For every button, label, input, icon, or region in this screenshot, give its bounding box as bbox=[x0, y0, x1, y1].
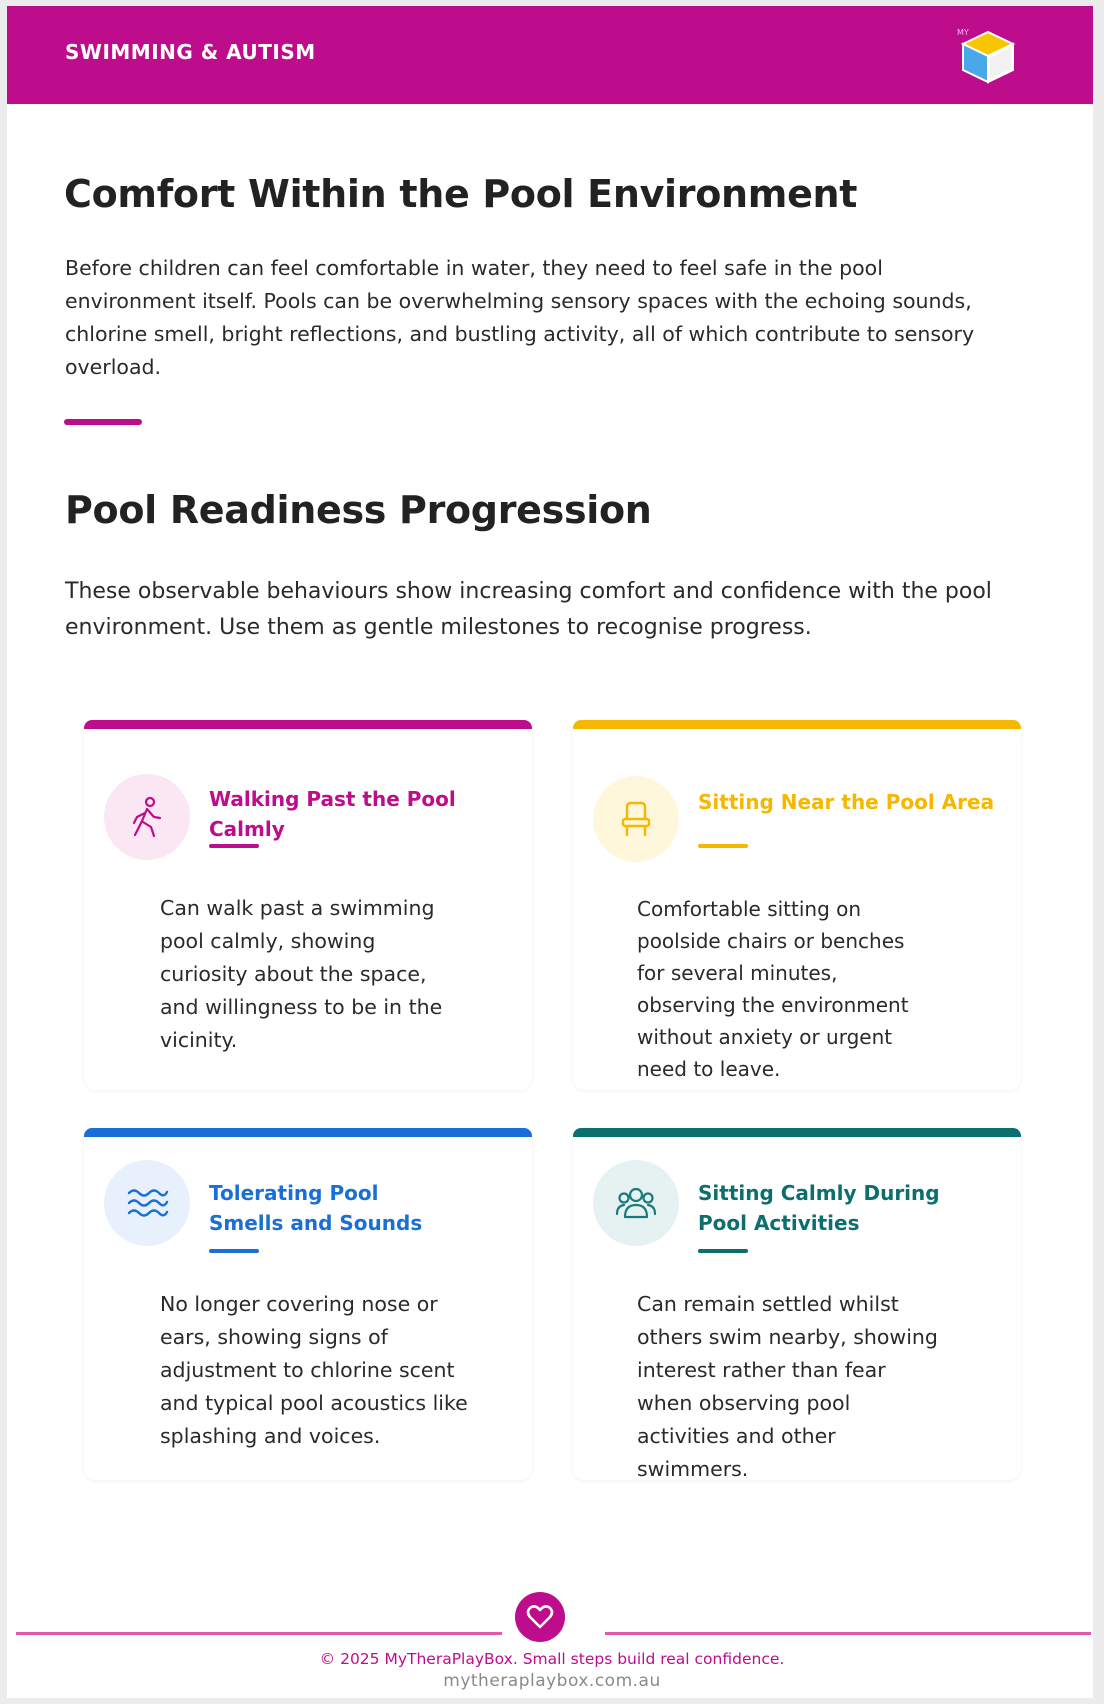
milestone-card-smells-sounds bbox=[84, 1128, 532, 1480]
card-description: Comfortable sitting on poolside chairs or benches for several minutes, observing the environment without anxiety or urgent need to leave. bbox=[637, 897, 909, 1081]
milestone-card-walking bbox=[84, 720, 532, 1090]
header-title: SWIMMING & AUTISM bbox=[65, 40, 316, 64]
section-paragraph-comfort: Before children can feel comfortable in water, they need to feel safe in the pool environment itself. Pools can be overwhelming sensory spaces with the echoing sounds, chlorine smell, bright reflections, and bustling activity, all of which contribute to sensory overload. bbox=[65, 256, 975, 379]
card-description: Can walk past a swimming pool calmly, showing curiosity about the space, and willingness to be in the vicinity. bbox=[160, 896, 443, 1052]
people-group-icon bbox=[614, 1181, 658, 1225]
card-description: No longer covering nose or ears, showing signs of adjustment to chlorine scent and typical pool acoustics like splashing and voices. bbox=[160, 1292, 468, 1448]
icon-badge bbox=[593, 776, 679, 862]
icon-badge bbox=[593, 1160, 679, 1246]
card-description: Can remain settled whilst others swim nearby, showing interest rather than fear when observing pool activities and other swimmers. bbox=[637, 1292, 938, 1481]
card-accent-bar bbox=[573, 1128, 1021, 1137]
card-accent-bar bbox=[84, 720, 532, 729]
card-accent-bar bbox=[84, 1128, 532, 1137]
card-title: Tolerating Pool Smells and Sounds bbox=[209, 1181, 423, 1235]
svg-text:MY: MY bbox=[957, 28, 969, 37]
icon-badge bbox=[104, 1160, 190, 1246]
footer-divider-right bbox=[605, 1632, 1091, 1635]
card-accent-bar bbox=[573, 720, 1021, 729]
footer-copyright: © 2025 MyTheraPlayBox. Small steps build real confidence. bbox=[319, 1650, 785, 1668]
milestone-card-pool-activities bbox=[573, 1128, 1021, 1480]
waves-icon bbox=[125, 1181, 169, 1225]
icon-badge bbox=[104, 774, 190, 860]
footer-divider-left bbox=[16, 1632, 502, 1635]
card-title-underline bbox=[698, 1249, 748, 1253]
card-title-underline bbox=[209, 1249, 259, 1253]
card-title-underline bbox=[698, 844, 748, 848]
section-divider bbox=[64, 419, 142, 425]
heart-icon bbox=[526, 1604, 554, 1630]
cube-logo-icon bbox=[957, 26, 1019, 86]
card-title: Sitting Near the Pool Area bbox=[698, 790, 995, 814]
header-banner bbox=[7, 6, 1093, 104]
card-title: Sitting Calmly During Pool Activities bbox=[698, 1181, 940, 1235]
heart-badge bbox=[515, 1592, 565, 1642]
footer-website[interactable]: mytheraplaybox.com.au bbox=[443, 1671, 661, 1691]
section-paragraph-progression: These observable behaviours show increasing comfort and confidence with the pool environment. Use them as gentle milestones to recognise progress. bbox=[65, 579, 992, 640]
milestone-card-sitting bbox=[573, 720, 1021, 1090]
page bbox=[7, 6, 1093, 1698]
card-title: Walking Past the Pool Calmly bbox=[209, 787, 456, 841]
section-heading-progression: Pool Readiness Progression bbox=[65, 488, 652, 532]
section-heading-comfort: Comfort Within the Pool Environment bbox=[64, 172, 858, 216]
card-title-underline bbox=[209, 844, 259, 848]
walking-person-icon bbox=[125, 795, 169, 839]
chair-icon bbox=[614, 797, 658, 841]
